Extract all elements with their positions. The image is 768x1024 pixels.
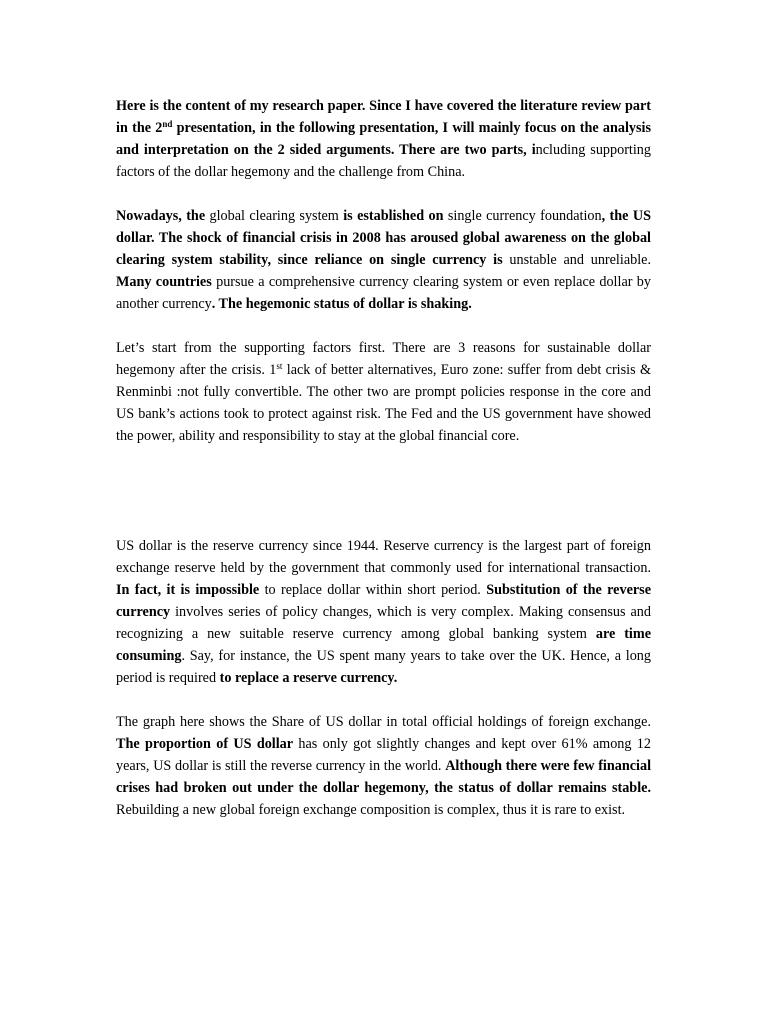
body-text: single currency foundation xyxy=(443,208,602,224)
paragraph-spacer xyxy=(116,183,651,205)
bold-text: Nowadays, the xyxy=(116,208,206,224)
body-text: pursue a comprehensive currency clearing system or even replace dollar by another currency xyxy=(116,274,651,312)
body-text: involves series of policy changes, which is very complex. Making consensus and recognizing a new suitable reserve currency among global banking system xyxy=(116,604,651,642)
superscript-text: st xyxy=(276,361,283,371)
bold-text: Here is the content of my research paper. Since I have covered the literature review part in the 2 xyxy=(116,98,651,136)
bold-text: Although there were few financial crises had broken out under the dollar hegemony, the status of dollar remains stable. xyxy=(116,758,652,796)
bold-text: The proportion of US dollar xyxy=(116,736,294,752)
body-text: The graph here shows the Share of US dollar in total official holdings of foreign exchange. xyxy=(116,714,651,730)
bold-text: In fact, it is impossible xyxy=(116,582,260,598)
superscript-text: nd xyxy=(162,119,173,129)
document-page xyxy=(116,95,651,821)
body-text: Rebuilding a new global foreign exchange composition is complex, thus it is rare to exist. xyxy=(116,802,626,818)
bold-text: Many countries xyxy=(116,274,212,290)
bold-text: is established on xyxy=(343,208,444,224)
bold-text: presentation, in the following presentation, I will mainly focus on the analysis and interpretation on the 2 sided arguments. There are two parts, i xyxy=(116,120,651,158)
bold-text: . The hegemonic status of dollar is shaking. xyxy=(211,296,472,312)
paragraph-intro xyxy=(116,95,651,183)
paragraph-spacer xyxy=(116,689,651,711)
bold-text: to replace a reserve currency. xyxy=(219,670,398,686)
body-text: . Say, for instance, the US spent many years to take over the UK. Hence, a long period is required xyxy=(116,648,651,686)
paragraph-graph-description xyxy=(116,711,651,821)
paragraph-supporting-factors xyxy=(116,337,651,447)
paragraph-spacer-large xyxy=(116,447,651,535)
paragraph-nowadays xyxy=(116,205,651,315)
body-text: has only got slightly changes and kept over 61% among 12 years, US dollar is still the reverse currency in the world. xyxy=(116,736,651,774)
paragraph-spacer xyxy=(116,315,651,337)
body-text: US dollar is the reserve currency since 1944. Reserve currency is the largest part of foreign exchange reserve held by the government that commonly used for international transaction. xyxy=(116,538,651,576)
bold-text: , the US dollar. The shock of financial crisis in 2008 has aroused global awareness on the global clearing system stability, since reliance on single currency is xyxy=(116,208,651,268)
body-text: global clearing system xyxy=(205,208,344,224)
body-text: unstable and unreliable. xyxy=(502,252,651,268)
body-text: lack of better alternatives, Euro zone: suffer from debt crisis & Renminbi :not fully convertible. The other two are prompt policies response in the core and US bank’s actions took to protect against risk. The Fed and the US government have showed the power, ability and responsibility to stay at the global financial core. xyxy=(116,362,651,444)
bold-text: Substitution of the reverse currency xyxy=(116,582,651,620)
body-text: ncluding supporting factors of the dollar hegemony and the challenge from China. xyxy=(116,142,651,180)
body-text: Let’s start from the supporting factors first. There are 3 reasons for sustainable dollar hegemony after the crisis. 1 xyxy=(116,340,651,378)
body-text: to replace dollar within short period. xyxy=(259,582,487,598)
bold-text: are time consuming xyxy=(116,626,651,664)
paragraph-reserve-currency xyxy=(116,535,651,689)
